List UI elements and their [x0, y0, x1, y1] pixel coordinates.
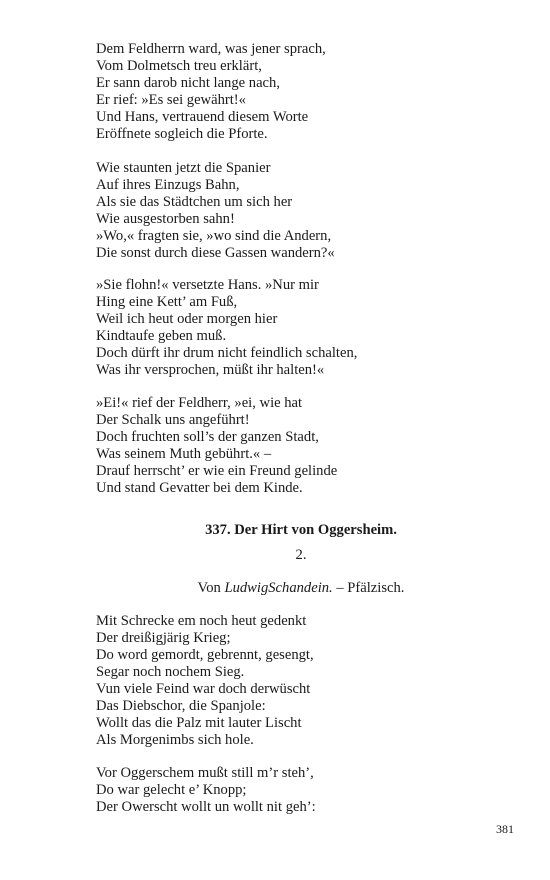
verse-line: Und stand Gevatter bei dem Kinde. [96, 480, 303, 496]
verse-line: Vor Oggerschem mußt still m’r steh’, [96, 765, 314, 781]
verse-line: Vom Dolmetsch treu erklärt, [96, 58, 262, 74]
byline-author: LudwigSchandein. [224, 580, 333, 596]
stanza-4 [96, 395, 516, 497]
byline-prefix: Von [197, 580, 225, 596]
stanza-5 [96, 613, 516, 749]
verse-line: Hing eine Kett’ am Fuß, [96, 294, 238, 310]
verse-line: Doch dürft ihr drum nicht feindlich schalten, [96, 345, 358, 361]
verse-line: Was ihr versprochen, müßt ihr halten!« [96, 362, 325, 378]
verse-line: Do war gelecht e’ Knopp; [96, 782, 247, 798]
verse-line: Er rief: »Es sei gewährt!« [96, 92, 246, 108]
stanza-3 [96, 277, 516, 379]
verse-line: Wie staunten jetzt die Spanier [96, 160, 271, 176]
verse-line: Auf ihres Einzugs Bahn, [96, 177, 240, 193]
poem-number: 2. [295, 547, 307, 563]
verse-line: Das Diebschor, die Spanjole: [96, 698, 266, 714]
verse-line: Doch fruchten soll’s der ganzen Stadt, [96, 429, 319, 445]
poem-byline [96, 580, 506, 597]
verse-line: Was seinem Muth gebührt.« – [96, 446, 272, 462]
verse-line: Der Owerscht wollt un wollt nit geh’: [96, 799, 316, 815]
byline-suffix: – Pfälzisch. [332, 580, 405, 596]
verse-line: Do word gemordt, gebrennt, gesengt, [96, 647, 314, 663]
stanza-2 [96, 160, 516, 262]
verse-line: Segar noch nochem Sieg. [96, 664, 245, 680]
verse-line: Er sann darob nicht lange nach, [96, 75, 280, 91]
verse-line: Kindtaufe geben muß. [96, 328, 227, 344]
stanza-6 [96, 765, 516, 816]
verse-line: Als Morgenimbs sich hole. [96, 732, 254, 748]
verse-line: Weil ich heut oder morgen hier [96, 311, 278, 327]
verse-line: Der Schalk uns angeführt! [96, 412, 250, 428]
verse-line: Wollt das die Palz mit lauter Lischt [96, 715, 302, 731]
verse-line: Mit Schrecke em noch heut gedenkt [96, 613, 307, 629]
page-number: 381 [496, 822, 514, 836]
stanza-1 [96, 41, 516, 143]
verse-line: Der dreißigjärig Krieg; [96, 630, 231, 646]
verse-line: Vun viele Feind war doch derwüscht [96, 681, 311, 697]
verse-line: Wie ausgestorben sahn! [96, 211, 235, 227]
verse-line: »Ei!« rief der Feldherr, »ei, wie hat [96, 395, 303, 411]
poem-title: 337. Der Hirt von Oggersheim. [205, 522, 397, 538]
verse-line: »Wo,« fragten sie, »wo sind die Andern, [96, 228, 332, 244]
verse-line: Die sonst durch diese Gassen wandern?« [96, 245, 335, 261]
verse-line: Und Hans, vertrauend diesem Worte [96, 109, 309, 125]
verse-line: »Sie flohn!« versetzte Hans. »Nur mir [96, 277, 319, 293]
verse-line: Als sie das Städtchen um sich her [96, 194, 293, 210]
verse-line: Eröffnete sogleich die Pforte. [96, 126, 268, 142]
verse-line: Drauf herrscht’ er wie ein Freund gelinde [96, 463, 338, 479]
verse-line: Dem Feldherrn ward, was jener sprach, [96, 41, 326, 57]
